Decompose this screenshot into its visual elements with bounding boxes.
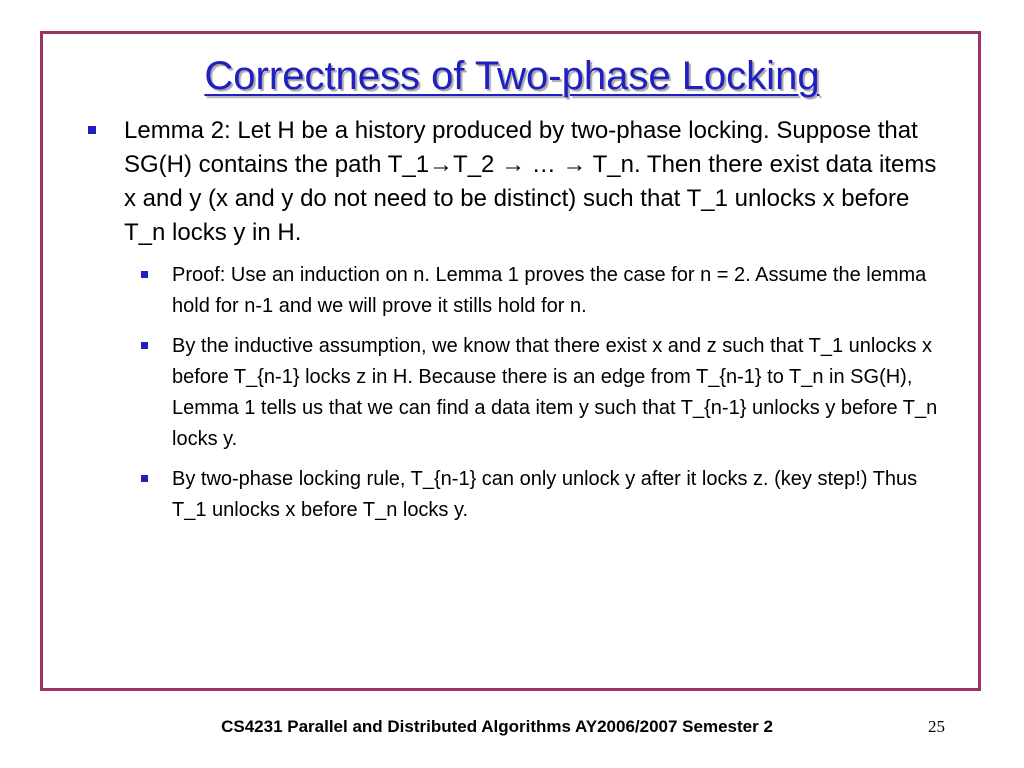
sub-bullet-two-phase-rule <box>84 464 944 526</box>
square-bullet-icon <box>141 342 148 349</box>
square-bullet-icon <box>141 475 148 482</box>
sub-bullet-text: By two-phase locking rule, T_{n-1} can only unlock y after it locks z. (key step!) Thus T_1 unlocks x before T_n locks y. <box>172 468 918 521</box>
sub-bullet-text: Proof: Use an induction on n. Lemma 1 proves the case for n = 2. Assume the lemma hold for n-1 and we will prove it stills hold for n. <box>172 264 927 317</box>
sub-bullet-inductive-assumption <box>84 331 944 455</box>
footer-course-title: CS4231 Parallel and Distributed Algorithms AY2006/2007 Semester 2 <box>221 717 773 736</box>
sub-bullet-proof <box>84 260 944 322</box>
sub-bullet-text: By the inductive assumption, we know that there exist x and z such that T_1 unlocks x before T_{n-1} locks z in H. Because there is an edge from T_{n-1} to T_n in SG(H), Lemma 1 tells us that we can find a data item y such that T_{n-1} unlocks y before T_n locks y. <box>172 335 938 450</box>
slide-title: Correctness of Two-phase Locking <box>204 54 820 98</box>
main-bullet <box>84 114 944 250</box>
main-bullet-text: Lemma 2: Let H be a history produced by two-phase locking. Suppose that SG(H) contains the path T_1→T_2 → … → T_n. Then there exist data items x and y (x and y do not need to be distinct) such that T_1 unlocks x before T_n locks y in H. <box>124 117 937 246</box>
slide-content <box>84 114 944 526</box>
square-bullet-icon <box>141 271 148 278</box>
square-bullet-icon <box>88 126 96 134</box>
page-number: 25 <box>928 717 945 736</box>
